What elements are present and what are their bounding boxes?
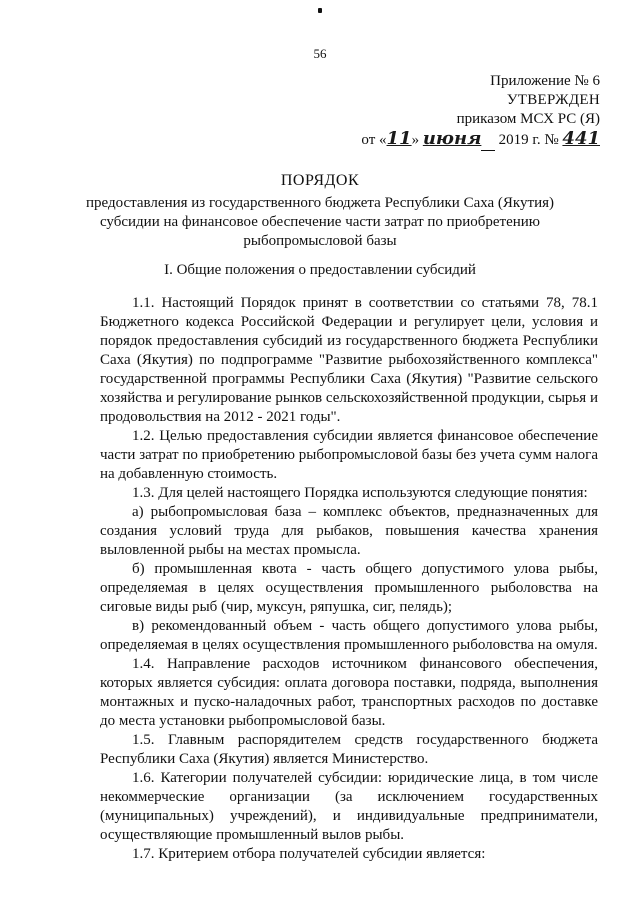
paragraph-1-1: 1.1. Настоящий Порядок принят в соответствии со статьями 78, 78.1 Бюджетного кодекса Российской Федерации и регулирует цели, условия и порядок предоставления субсидий из государственного бюджета Республики Саха (Якутия) по подпрограмме "Развитие рыбохозяйственного комплекса" государственной программы Республики Саха (Якутия) "Развитие сельского хозяйства и регулирование рынков сельскохозяйственной продукции, сырья и продовольствия на 2012 - 2021 годы". <box>100 295 598 425</box>
paragraph-1-3-c: в) рекомендованный объем - часть общего допустимого улова рыбы, определяемая в целях осуществления промышленного рыболовства на омуля. <box>100 618 598 653</box>
paragraph-1-6: 1.6. Категории получателей субсидии: юридические лица, в том числе некоммерческие организации (за исключением государственных (муниципальных) учреждений), и индивидуальные предприниматели, осуществляющие промышленный вылов рыбы. <box>100 770 598 843</box>
paragraph-1-5: 1.5. Главным распорядителем средств государственного бюджета Республики Саха (Якутия) является Министерство. <box>100 732 598 767</box>
approved-label: УТВЕРЖДЕН <box>506 92 600 108</box>
approval-block <box>361 72 600 151</box>
document-subtitle: предоставления из государственного бюджета Республики Саха (Якутия) субсидии на финансовое обеспечение части затрат по приобретению рыбопромысловой базы <box>86 195 554 249</box>
paragraph-1-2: 1.2. Целью предоставления субсидии является финансовое обеспечение части затрат по приобретению рыбопромысловой базы без учета сумм налога на добавленную стоимость. <box>100 428 598 482</box>
paragraph-1-3-a: а) рыбопромысловая база – комплекс объектов, предназначенных для создания условий труда для рыбаков, повышения качества хранения выловленной рыбы на местах промысла. <box>100 504 598 558</box>
date-mid: » <box>411 132 420 148</box>
page-mark-dot <box>318 8 322 13</box>
page-number: 56 <box>313 46 327 61</box>
appendix-label: Приложение № 6 <box>490 73 600 89</box>
document-body <box>100 294 598 864</box>
paragraph-1-3-b: б) промышленная квота - часть общего допустимого улова рыбы, определяемая в целях осуществления промышленного рыболовства на сиговые виды рыб (чир, муксун, ряпушка, сиг, пелядь); <box>100 561 598 615</box>
order-date-line <box>361 129 600 151</box>
handwritten-day: 11 <box>386 128 412 149</box>
paragraph-1-7: 1.7. Критерием отбора получателей субсидии является: <box>132 846 486 862</box>
handwritten-month: июня <box>422 128 482 149</box>
date-underline <box>481 131 495 151</box>
order-label: приказом МСХ РС (Я) <box>456 111 600 127</box>
paragraph-1-3: 1.3. Для целей настоящего Порядка используются следующие понятия: <box>132 485 588 501</box>
section-heading: I. Общие положения о предоставлении субсидий <box>164 262 476 278</box>
paragraph-1-4: 1.4. Направление расходов источником финансового обеспечения, которых является субсидия: оплата договора поставки, подряда, выполнения монтажных и пуско-наладочных работ, транспортных расходов по доставке до места установки рыбопромысловой базы. <box>100 656 598 729</box>
year-number-label: 2019 г. № <box>498 132 559 148</box>
document-title: ПОРЯДОК <box>280 172 360 189</box>
handwritten-order-number: 441 <box>562 128 600 149</box>
date-prefix: от « <box>361 132 387 148</box>
